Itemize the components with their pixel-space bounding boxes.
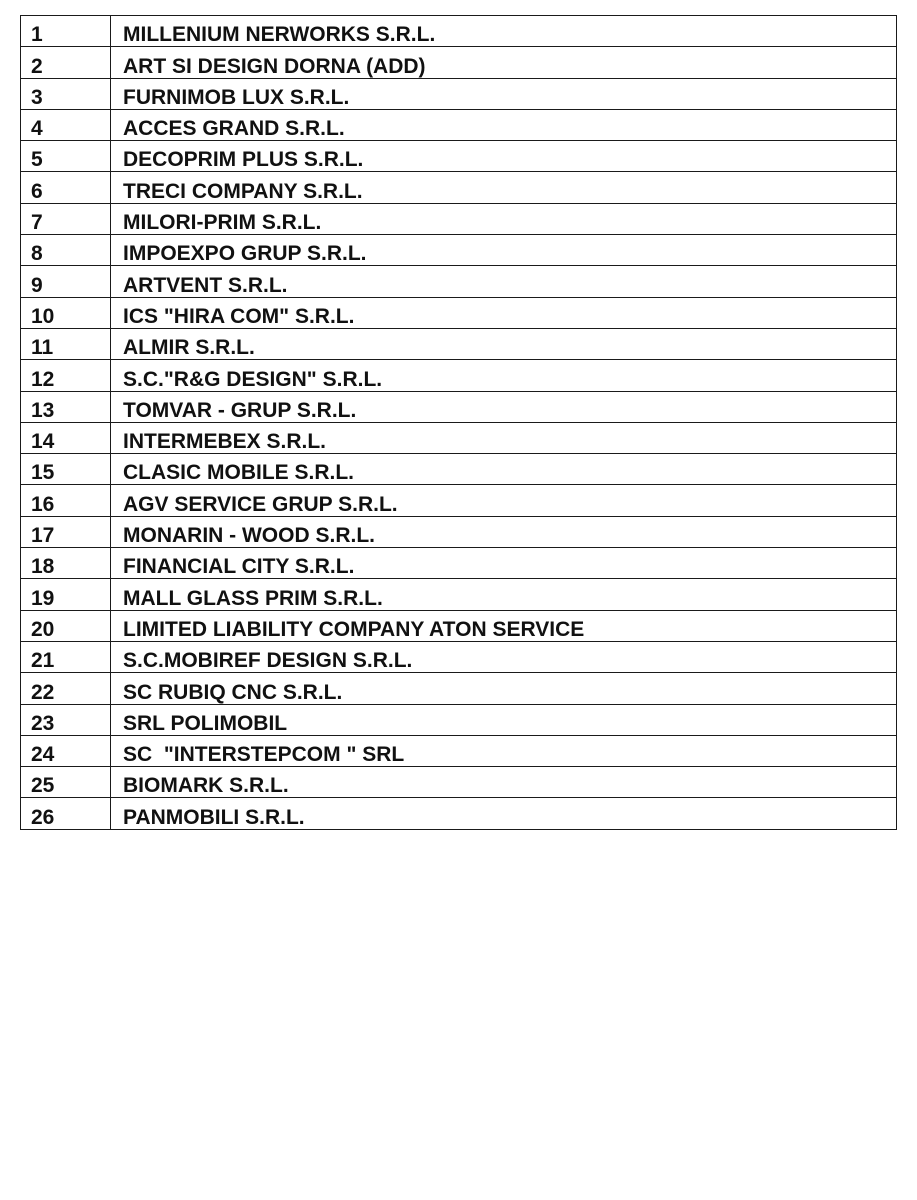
row-number-cell: 17	[21, 516, 111, 547]
row-number-cell: 22	[21, 673, 111, 704]
row-number-cell: 7	[21, 203, 111, 234]
company-name-cell: INTERMEBEX S.R.L.	[111, 422, 897, 453]
table-row	[21, 266, 897, 297]
row-number-cell: 13	[21, 391, 111, 422]
table-row	[21, 454, 897, 485]
table-row	[21, 579, 897, 610]
company-list-table	[20, 15, 897, 830]
table-row	[21, 391, 897, 422]
company-name-cell: SRL POLIMOBIL	[111, 704, 897, 735]
company-name-cell: BIOMARK S.R.L.	[111, 767, 897, 798]
row-number-cell: 23	[21, 704, 111, 735]
row-number-cell: 2	[21, 47, 111, 78]
company-name-cell: CLASIC MOBILE S.R.L.	[111, 454, 897, 485]
row-number-cell: 15	[21, 454, 111, 485]
table-row	[21, 141, 897, 172]
company-name-cell: S.C.MOBIREF DESIGN S.R.L.	[111, 641, 897, 672]
table-row	[21, 78, 897, 109]
row-number-cell: 19	[21, 579, 111, 610]
table-row	[21, 328, 897, 359]
company-name-cell: ARTVENT S.R.L.	[111, 266, 897, 297]
table-row	[21, 235, 897, 266]
table-row	[21, 47, 897, 78]
table-row	[21, 735, 897, 766]
company-name-cell: MALL GLASS PRIM S.R.L.	[111, 579, 897, 610]
row-number-cell: 3	[21, 78, 111, 109]
table-row	[21, 610, 897, 641]
row-number-cell: 18	[21, 548, 111, 579]
table-row	[21, 516, 897, 547]
table-row	[21, 641, 897, 672]
company-name-cell: ACCES GRAND S.R.L.	[111, 109, 897, 140]
row-number-cell: 1	[21, 16, 111, 47]
row-number-cell: 11	[21, 328, 111, 359]
table-row	[21, 16, 897, 47]
company-list-body	[21, 16, 897, 830]
company-name-cell: S.C."R&G DESIGN" S.R.L.	[111, 360, 897, 391]
company-name-cell: DECOPRIM PLUS S.R.L.	[111, 141, 897, 172]
table-row	[21, 485, 897, 516]
table-row	[21, 422, 897, 453]
row-number-cell: 26	[21, 798, 111, 829]
company-name-cell: FURNIMOB LUX S.R.L.	[111, 78, 897, 109]
table-row	[21, 798, 897, 829]
table-row	[21, 548, 897, 579]
row-number-cell: 9	[21, 266, 111, 297]
row-number-cell: 16	[21, 485, 111, 516]
company-name-cell: AGV SERVICE GRUP S.R.L.	[111, 485, 897, 516]
company-name-cell: MILLENIUM NERWORKS S.R.L.	[111, 16, 897, 47]
table-row	[21, 767, 897, 798]
row-number-cell: 21	[21, 641, 111, 672]
table-row	[21, 172, 897, 203]
row-number-cell: 5	[21, 141, 111, 172]
row-number-cell: 6	[21, 172, 111, 203]
company-name-cell: ART SI DESIGN DORNA (ADD)	[111, 47, 897, 78]
company-name-cell: IMPOEXPO GRUP S.R.L.	[111, 235, 897, 266]
company-name-cell: MONARIN - WOOD S.R.L.	[111, 516, 897, 547]
row-number-cell: 20	[21, 610, 111, 641]
table-row	[21, 109, 897, 140]
table-row	[21, 673, 897, 704]
table-row	[21, 704, 897, 735]
company-name-cell: SC "INTERSTEPCOM " SRL	[111, 735, 897, 766]
table-row	[21, 360, 897, 391]
table-row	[21, 203, 897, 234]
company-name-cell: FINANCIAL CITY S.R.L.	[111, 548, 897, 579]
row-number-cell: 24	[21, 735, 111, 766]
row-number-cell: 12	[21, 360, 111, 391]
company-name-cell: ICS "HIRA COM" S.R.L.	[111, 297, 897, 328]
company-name-cell: SC RUBIQ CNC S.R.L.	[111, 673, 897, 704]
row-number-cell: 4	[21, 109, 111, 140]
company-name-cell: LIMITED LIABILITY COMPANY ATON SERVICE	[111, 610, 897, 641]
company-name-cell: MILORI-PRIM S.R.L.	[111, 203, 897, 234]
row-number-cell: 25	[21, 767, 111, 798]
row-number-cell: 10	[21, 297, 111, 328]
company-name-cell: ALMIR S.R.L.	[111, 328, 897, 359]
company-name-cell: TRECI COMPANY S.R.L.	[111, 172, 897, 203]
company-name-cell: TOMVAR - GRUP S.R.L.	[111, 391, 897, 422]
row-number-cell: 8	[21, 235, 111, 266]
row-number-cell: 14	[21, 422, 111, 453]
company-name-cell: PANMOBILI S.R.L.	[111, 798, 897, 829]
table-row	[21, 297, 897, 328]
